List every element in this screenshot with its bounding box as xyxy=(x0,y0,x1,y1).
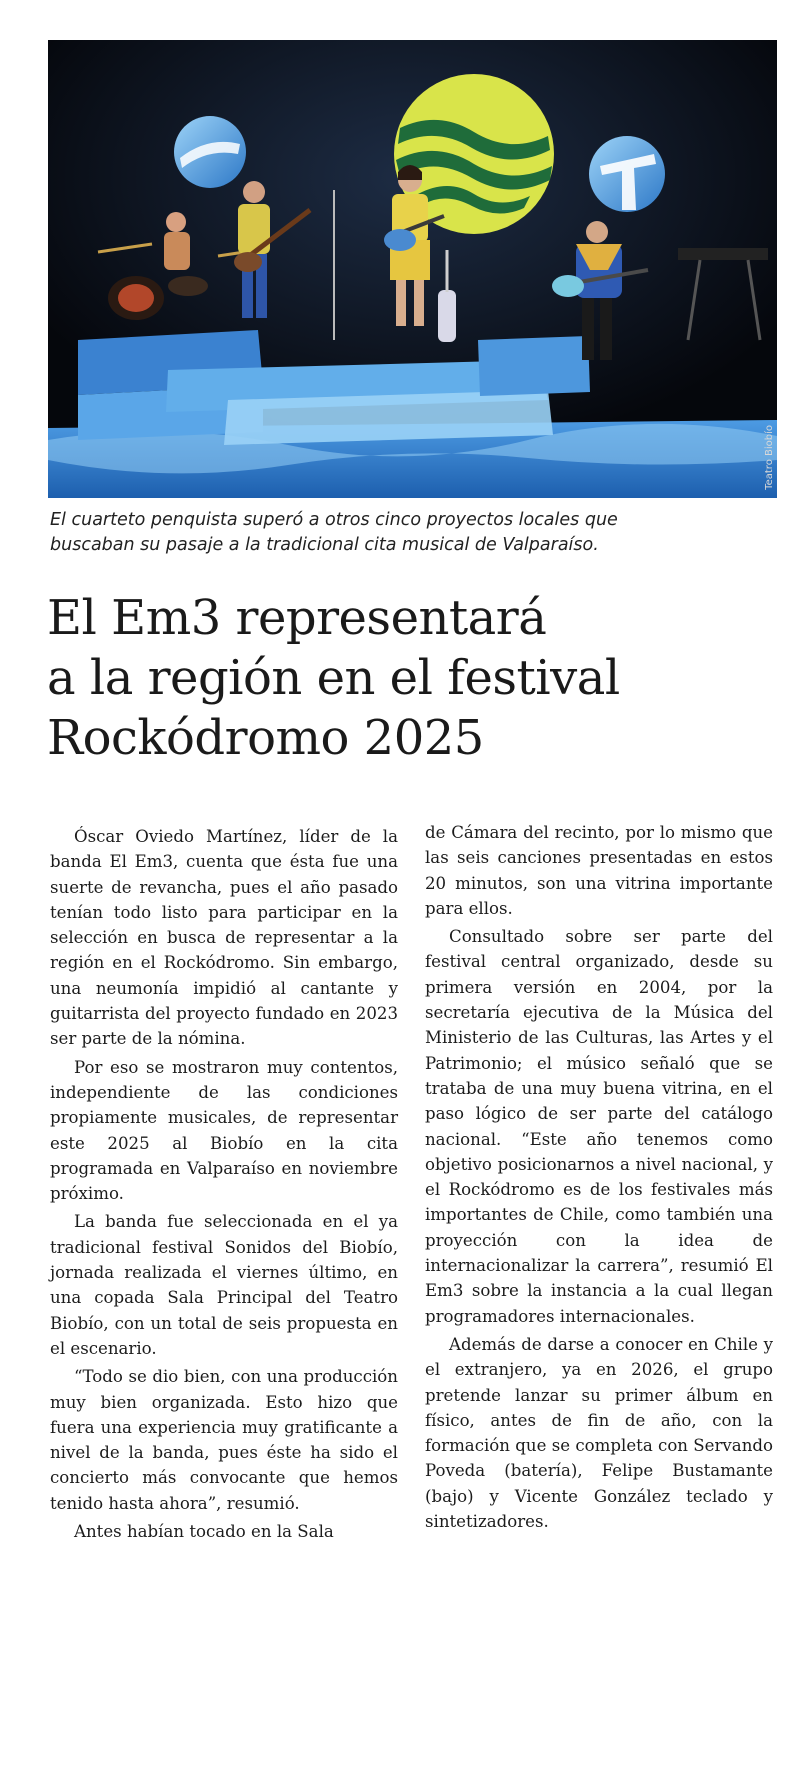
concert-photo xyxy=(48,40,777,498)
paragraph: Además de darse a conocer en Chile y el extranjero, ya en 2026, el grupo pretende lanzar su primer álbum en físico, antes de fin de año, con la formación que se completa con Servando Poveda (batería), Felipe Bustamante (bajo) y Vicente González teclado y sintetizadores. xyxy=(425,1334,773,1532)
left-orb-icon xyxy=(174,116,246,188)
headline xyxy=(47,588,782,768)
paragraph: Por eso se mostraron muy contentos, independiente de las condiciones propiamente musicales, de representar este 2025 al Biobío en la cita programada en Valparaíso en noviembre próximo. xyxy=(50,1057,398,1204)
caption-line-2: buscaban su pasaje a la tradicional cita musical de Valparaíso. xyxy=(50,535,599,555)
headline-line-3: Rockódromo 2025 xyxy=(47,710,484,766)
photo-credit: Teatro Biobío xyxy=(764,425,775,490)
article-column-left xyxy=(50,824,398,1544)
paragraph: Antes habían tocado en la Sala xyxy=(74,1522,334,1542)
concert-illustration xyxy=(48,40,777,498)
right-orb-icon xyxy=(589,136,665,212)
headline-line-1: El Em3 representará xyxy=(47,590,547,646)
paragraph: La banda fue seleccionada en el ya tradicional festival Sonidos del Biobío, jornada realizada el viernes último, en una copada Sala Principal del Teatro Biobío, con un total de seis propuesta en el escenario. xyxy=(50,1212,398,1358)
paragraph: Consultado sobre ser parte del festival central organizado, desde su primera versión en 2004, por la secretaría ejecutiva de la Música del Ministerio de las Culturas, las Artes y el Patrimonio; el músico señaló que se trataba de una muy buena vitrina, en el paso lógico de ser parte del catálogo nacional. “Este año tenemos como objetivo posicionarnos a nivel nacional, y el Rockódromo es de los festivales más importantes de Chile, como también una proyección con la idea de internacionalizar la carrera”, resumió El Em3 sobre la instancia a la cual llegan programadores internacionales. xyxy=(425,927,773,1326)
caption-line-1: El cuarteto penquista superó a otros cinco proyectos locales que xyxy=(50,510,618,530)
photo-caption xyxy=(50,508,775,558)
headline-line-2: a la región en el festival xyxy=(47,650,620,706)
paragraph: de Cámara del recinto, por lo mismo que las seis canciones presentadas en estos 20 minutos, son una vitrina importante para ellos. xyxy=(425,823,773,918)
paragraph: Óscar Oviedo Martínez, líder de la banda El Em3, cuenta que ésta fue una suerte de revancha, pues el año pasado tenían todo listo para participar en la selección en busca de representar a la región en el Rockódromo. Sin embargo, una neumonía impidió al cantante y guitarrista del proyecto fundado en 2023 ser parte de la nómina. xyxy=(50,827,398,1049)
article-column-right xyxy=(425,820,773,1534)
paragraph: “Todo se dio bien, con una producción muy bien organizada. Esto hizo que fuera una experiencia muy gratificante a nivel de la banda, pues éste ha sido el concierto más convocante que hemos tenido hasta ahora”, resumió. xyxy=(50,1367,398,1513)
